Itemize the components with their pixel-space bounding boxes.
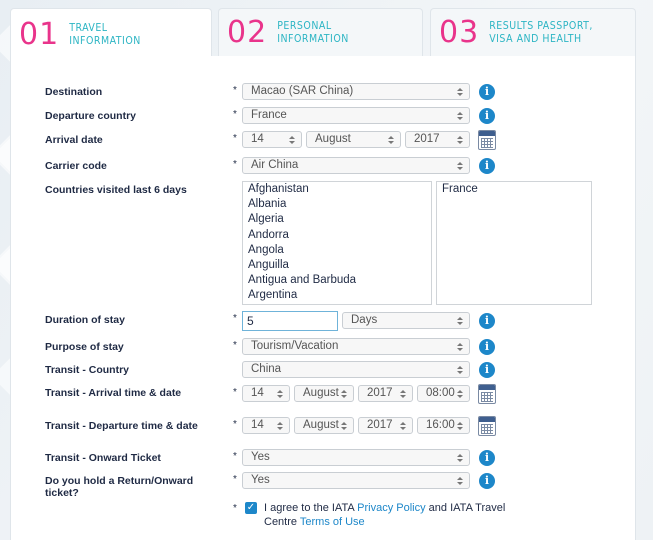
- info-icon[interactable]: i: [479, 108, 495, 124]
- transit-departure-month-select[interactable]: August: [294, 417, 354, 434]
- terms-of-use-link[interactable]: Terms of Use: [299, 516, 365, 528]
- required-marker: *: [233, 340, 237, 351]
- info-icon[interactable]: i: [479, 450, 495, 466]
- arrival-date-label: Arrival date: [45, 134, 103, 146]
- calendar-icon[interactable]: [478, 130, 496, 150]
- purpose-select[interactable]: Tourism/Vacation: [242, 338, 470, 355]
- required-marker: *: [233, 133, 237, 144]
- required-marker: *: [233, 109, 237, 120]
- required-marker: *: [233, 503, 237, 514]
- transit-arrival-day-select[interactable]: 14: [242, 385, 290, 402]
- transit-departure-label: Transit - Departure time & date: [45, 420, 198, 432]
- carrier-code-select[interactable]: Air China: [242, 157, 470, 174]
- required-marker: *: [233, 474, 237, 485]
- tab-label-line: INFORMATION: [69, 34, 141, 47]
- tab-number: 01: [19, 16, 60, 52]
- list-item[interactable]: Anguilla: [248, 258, 289, 271]
- required-marker: *: [233, 159, 237, 170]
- info-icon[interactable]: i: [479, 473, 495, 489]
- arrival-year-select[interactable]: 2017: [405, 131, 470, 148]
- agreement-text: [264, 501, 524, 529]
- calendar-icon[interactable]: [478, 384, 496, 404]
- arrival-day-select[interactable]: 14: [242, 131, 302, 148]
- list-item[interactable]: Afghanistan: [248, 183, 309, 195]
- info-icon[interactable]: i: [479, 339, 495, 355]
- return-ticket-label-line: Do you hold a Return/Onward: [45, 475, 194, 487]
- countries-visited-label: Countries visited last 6 days: [45, 184, 187, 196]
- agreement-text-part: and IATA Travel: [425, 502, 506, 514]
- required-marker: *: [233, 313, 237, 324]
- return-ticket-label-line: ticket?: [45, 487, 79, 499]
- duration-unit-select[interactable]: Days: [342, 312, 470, 329]
- list-item[interactable]: Algeria: [248, 213, 284, 226]
- info-icon[interactable]: i: [479, 84, 495, 100]
- destination-select[interactable]: Macao (SAR China): [242, 83, 470, 100]
- destination-label: Destination: [45, 86, 103, 98]
- list-item[interactable]: Andorra: [248, 228, 289, 241]
- duration-input[interactable]: 5: [242, 311, 338, 331]
- return-ticket-select[interactable]: Yes: [242, 472, 470, 489]
- tab-label-line: PERSONAL: [277, 19, 332, 32]
- arrival-month-select[interactable]: August: [306, 131, 401, 148]
- tab-label: [489, 20, 593, 46]
- transit-country-select[interactable]: China: [242, 361, 470, 378]
- tab-number: 03: [439, 14, 480, 50]
- tab-personal-information[interactable]: [218, 8, 423, 56]
- list-item[interactable]: Albania: [248, 198, 287, 211]
- tab-label-line: RESULTS PASSPORT,: [489, 19, 593, 32]
- transit-departure-day-select[interactable]: 14: [242, 417, 290, 434]
- tab-number: 02: [227, 14, 268, 50]
- required-marker: *: [233, 419, 237, 430]
- calendar-icon[interactable]: [478, 416, 496, 436]
- tab-label-line: TRAVEL: [69, 21, 108, 34]
- departure-country-label: Departure country: [45, 110, 137, 122]
- info-icon[interactable]: i: [479, 313, 495, 329]
- agreement-text-part: Centre: [264, 516, 300, 528]
- agree-checkbox[interactable]: ✓: [246, 502, 256, 513]
- transit-arrival-label: Transit - Arrival time & date: [45, 387, 182, 399]
- required-marker: *: [233, 387, 237, 398]
- duration-label: Duration of stay: [45, 314, 125, 326]
- transit-country-label: Transit - Country: [45, 364, 130, 376]
- tab-travel-information[interactable]: [10, 8, 212, 60]
- list-item[interactable]: Argentina: [248, 289, 298, 302]
- required-marker: *: [233, 451, 237, 462]
- countries-available-list[interactable]: [242, 181, 432, 305]
- info-icon[interactable]: i: [479, 362, 495, 378]
- transit-arrival-time-select[interactable]: 08:00: [417, 385, 470, 402]
- step-tabs: [10, 8, 636, 56]
- tab-label-line: INFORMATION: [277, 32, 349, 45]
- departure-country-select[interactable]: France: [242, 107, 470, 124]
- return-ticket-label: [45, 475, 193, 499]
- tab-label: [69, 22, 141, 48]
- tab-label-line: VISA AND HEALTH: [489, 32, 582, 45]
- list-item[interactable]: Angola: [248, 243, 284, 256]
- list-item[interactable]: Antigua and Barbuda: [248, 274, 357, 287]
- info-icon[interactable]: i: [479, 158, 495, 174]
- list-item[interactable]: France: [442, 183, 478, 195]
- transit-arrival-month-select[interactable]: August: [294, 385, 354, 402]
- transit-arrival-year-select[interactable]: 2017: [358, 385, 413, 402]
- tab-label: [277, 20, 349, 46]
- agreement-text-part: I agree to the IATA: [264, 502, 358, 514]
- onward-ticket-label: Transit - Onward Ticket: [45, 452, 161, 464]
- transit-departure-time-select[interactable]: 16:00: [417, 417, 470, 434]
- privacy-policy-link[interactable]: Privacy Policy: [357, 502, 426, 514]
- carrier-code-label: Carrier code: [45, 160, 107, 172]
- countries-selected-list[interactable]: [436, 181, 592, 305]
- required-marker: *: [233, 85, 237, 96]
- transit-departure-year-select[interactable]: 2017: [358, 417, 413, 434]
- tab-results-passport-visa-health[interactable]: [430, 8, 636, 56]
- onward-ticket-select[interactable]: Yes: [242, 449, 470, 466]
- purpose-label: Purpose of stay: [45, 341, 124, 353]
